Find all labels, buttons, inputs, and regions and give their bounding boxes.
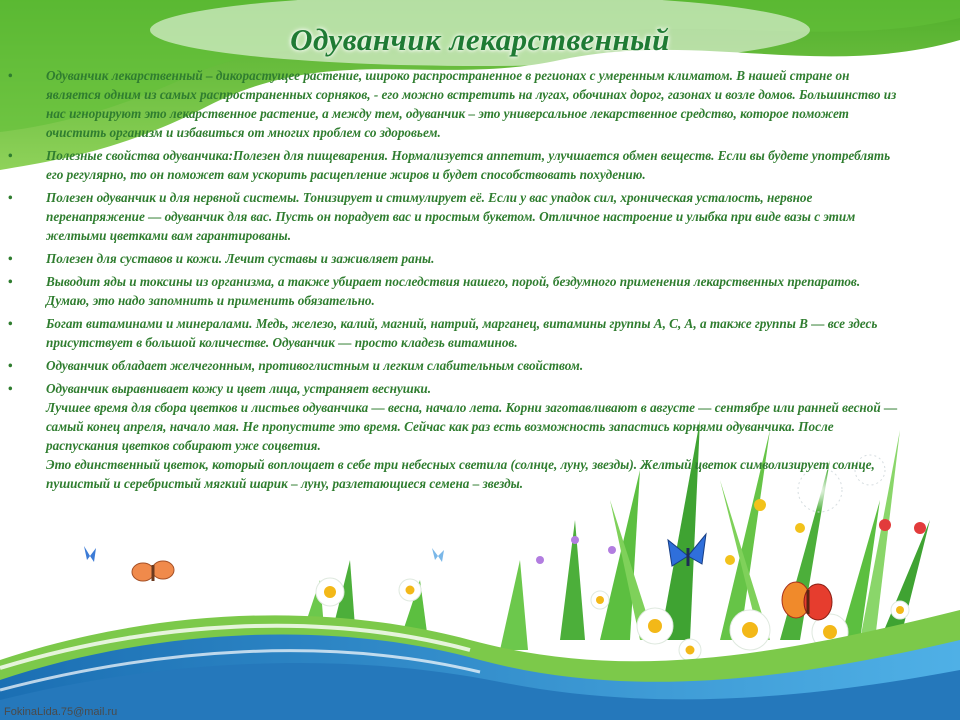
list-item-text: Богат витаминами и минералами. Медь, железо, калий, магний, натрий, марганец, витамины группы А, С, А, а также группы В — все здесь присутствует в большой количестве. Одуванчик — просто кладезь витаминов. xyxy=(46,316,878,350)
list-item xyxy=(8,188,900,245)
author-watermark: FokinaLida.75@mail.ru xyxy=(4,706,118,718)
list-item-text: Полезные свойства одуванчика:Полезен для пищеварения. Нормализуется аппетит, улучшается обмен веществ. Если вы будете употреблять его регулярно, то он поможет вам ускорить расщепление жиров и будет способствовать похудению. xyxy=(46,148,891,182)
list-item-text: Это единственный цветок, который воплощает в себе три небесных светила (солнце, луну, звезды). Желтый цветок символизирует солнце, пушистый и серебристый мягкий шарик – луну, разлетающиеся семена – звезды. xyxy=(46,457,875,491)
list-item xyxy=(8,146,900,184)
list-item-text: Полезен одуванчик и для нервной системы. Тонизирует и стимулирует её. Если у вас упадок сил, хроническая усталость, нервное перенапряжение — одуванчик для вас. Пусть он порадует вас и простым букетом. Отличное настроение и улыбка при виде вазы с этим желтыми цветками вам гарантированы. xyxy=(46,190,856,243)
list-item xyxy=(8,66,900,142)
bullet-icon: • xyxy=(8,148,13,163)
butterflies xyxy=(84,534,832,620)
list-item-text: Одуванчик выравнивает кожу и цвет лица, устраняет веснушки. xyxy=(46,381,432,396)
list-item-text: Одуванчик лекарственный – дикорастущее растение, широко распространенное в регионах с умеренным климатом. В нашей стране он является одним из самых распространенных сорняков, - его можно встретить на лугах, обочинах дорог, газонах и возле домов. Большинство из нас игнорируют это лекарственное растение, а между тем, одуванчик – это универсальное лекарственное средство, которое поможет очистить организм и избавиться от многих проблем со здоровьем. xyxy=(46,68,897,140)
list-item xyxy=(8,356,900,375)
list-item-text: Полезен для суставов и кожи. Лечит суставы и заживляет раны. xyxy=(46,251,435,266)
bullet-icon: • xyxy=(8,381,13,396)
bullet-icon: • xyxy=(8,358,13,373)
list-item xyxy=(8,249,900,268)
list-item-text: Лучшее время для сбора цветков и листьев одуванчика — весна, начало лета. Корни заготавливают в августе — сентябре или ранней весной — самый конец апреля, начало мая. Не пропустите это время. Сейчас как раз есть возможность запастись корнями одуванчика. После распускания цветков собирают уже соцветия. xyxy=(46,400,898,453)
bullet-icon: • xyxy=(8,68,13,83)
slide-title: Одуванчик лекарственный xyxy=(290,22,670,57)
bullet-icon: • xyxy=(8,316,13,331)
list-item-text: Выводит яды и токсины из организма, а также убирает последствия нашего, порой, бездумного применения лекарственных препаратов. Думаю, это надо запомнить и применить обязательно. xyxy=(46,274,861,308)
bullet-icon: • xyxy=(8,190,13,205)
bullet-icon: • xyxy=(8,274,13,289)
list-item xyxy=(8,379,900,493)
list-item xyxy=(8,272,900,310)
list-item xyxy=(8,314,900,352)
bullet-icon: • xyxy=(8,251,13,266)
list-item-text: Одуванчик обладает желчегонным, противоглистным и легким слабительным свойством. xyxy=(46,358,584,373)
bullet-list xyxy=(8,66,900,497)
